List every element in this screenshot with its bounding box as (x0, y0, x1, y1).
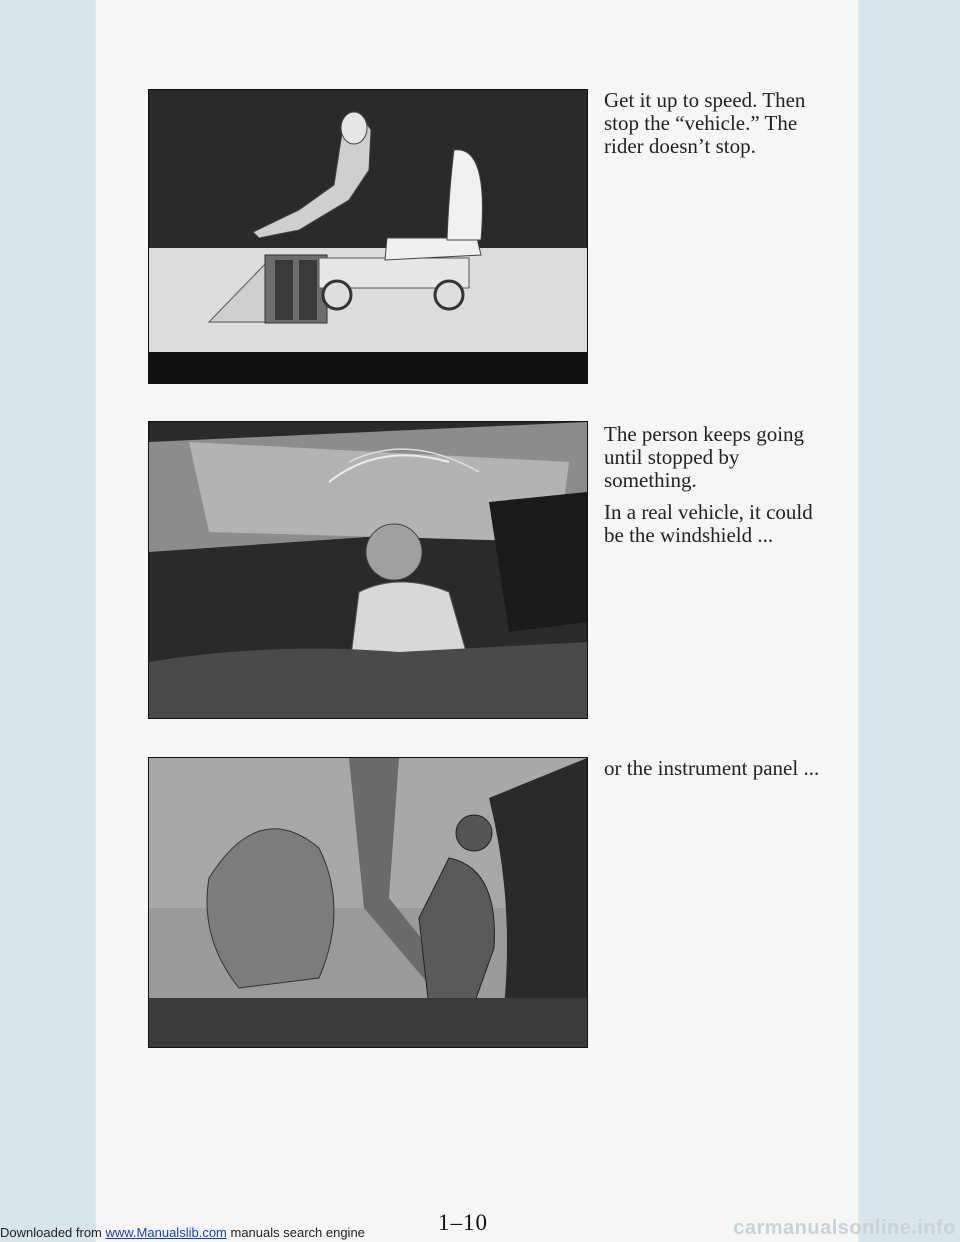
instrument-panel-photo (148, 757, 588, 1048)
download-footer (0, 1225, 365, 1240)
caption-2 (604, 423, 824, 556)
caption-3-text: or the instrument panel ... (604, 756, 820, 780)
caption-1 (604, 89, 824, 167)
footer-suffix: manuals search engine (226, 1225, 365, 1240)
crash-sled-illustration (148, 89, 588, 384)
caption-2-text-2: In a real vehicle, it could be the windshield ... (604, 500, 813, 547)
footer-prefix: Downloaded from (0, 1225, 106, 1240)
manualslib-link[interactable]: www.Manualslib.com (105, 1225, 227, 1240)
caption-1-text: Get it up to speed. Then stop the “vehicle.” The rider doesn’t stop. (604, 88, 806, 158)
caption-2-text-1: The person keeps going until stopped by something. (604, 422, 805, 492)
watermark: carmanualsonline.info (733, 1217, 956, 1239)
windshield-impact-photo (148, 421, 588, 719)
caption-3 (604, 757, 824, 789)
page-number: 1–10 (438, 1210, 488, 1235)
